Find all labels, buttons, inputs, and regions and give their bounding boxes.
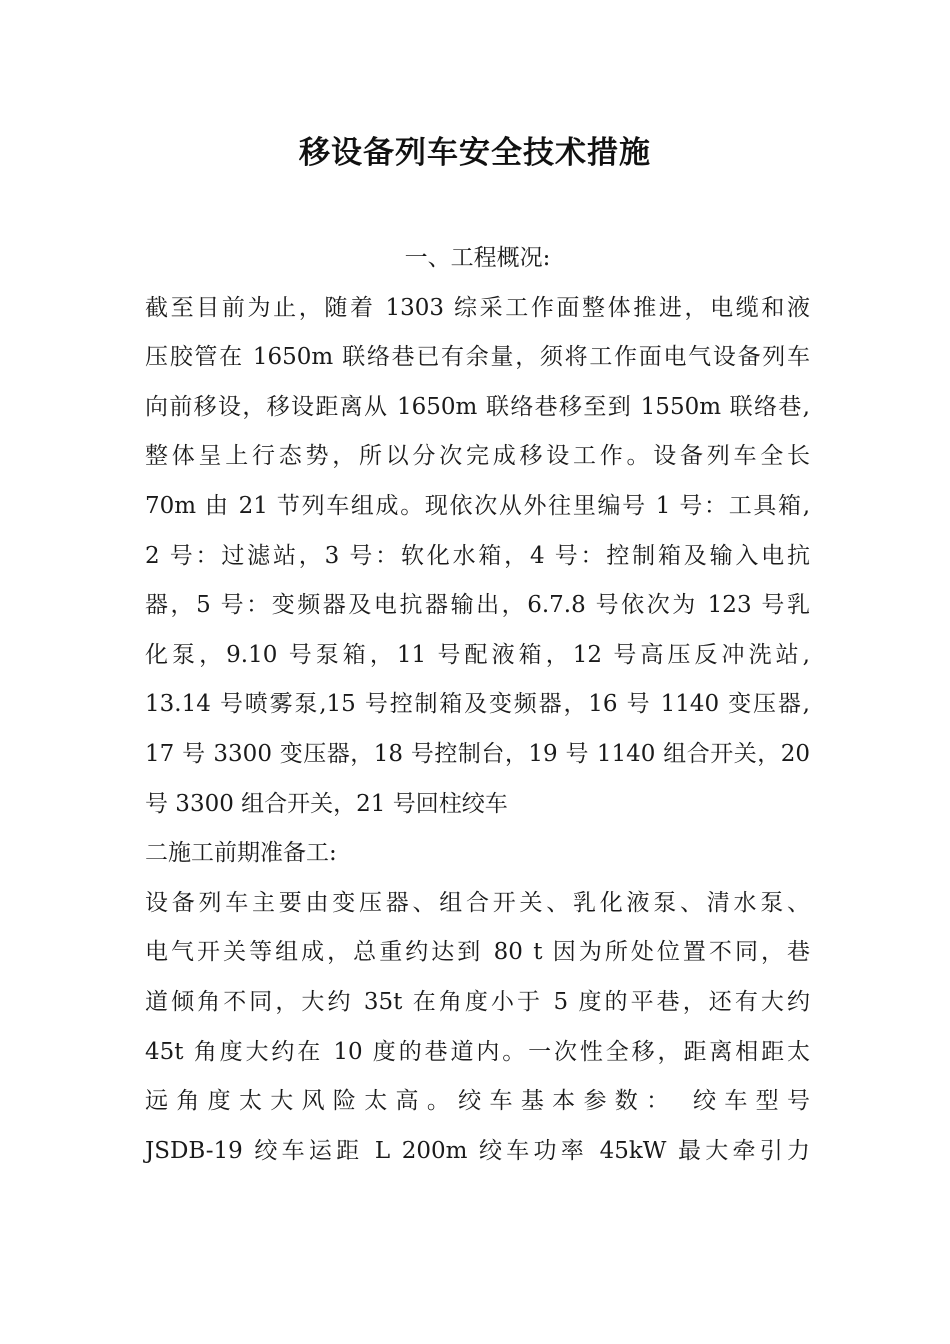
document-title: 移设备列车安全技术措施 (299, 135, 651, 171)
paragraph-line: 压胶管在 1650m 联络巷已有余量，须将工作面电气设备列车 (145, 344, 810, 371)
section-heading-preparation: 二施工前期准备工: (145, 840, 337, 867)
paragraph-line: 截至目前为止，随着 1303 综采工作面整体推进，电缆和液 (145, 294, 810, 321)
paragraph-line: 整体呈上行态势，所以分次完成移设工作。设备列车全长 (145, 443, 810, 470)
document-body (145, 234, 810, 1176)
paragraph-line: 45t 角度大约在 10 度的巷道内。一次性全移，距离相距太 (145, 1038, 810, 1065)
paragraph-line: 17 号 3300 变压器，18 号控制台，19 号 1140 组合开关，20 (145, 740, 810, 767)
paragraph-line: 13.14 号喷雾泵,15 号控制箱及变频器，16 号 1140 变压器, (145, 691, 810, 718)
paragraph-line: 号 3300 组合开关，21 号回柱绞车 (145, 790, 508, 817)
paragraph-line: JSDB-19 绞车运距 L 200m 绞车功率 45kW 最大牵引力 (145, 1137, 810, 1164)
section-heading-overview: 一、工程概况: (404, 245, 551, 271)
paragraph-line: 设备列车主要由变压器、组合开关、乳化液泵、清水泵、 (145, 889, 810, 916)
paragraph-line: 电气开关等组成，总重约达到 80 t 因为所处位置不同，巷 (145, 939, 810, 966)
paragraph-line: 70m 由 21 节列车组成。现依次从外往里编号 1 号：工具箱, (145, 492, 810, 519)
paragraph-line: 2 号：过滤站，3 号：软化水箱，4 号：控制箱及输入电抗 (145, 542, 810, 569)
paragraph-line: 向前移设，移设距离从 1650m 联络巷移至到 1550m 联络巷, (145, 393, 810, 420)
paragraph-line: 远角度太大风险太高。绞车基本参数： 绞车型号 (145, 1088, 810, 1115)
paragraph-line: 化泵，9.10 号泵箱，11 号配液箱，12 号高压反冲洗站, (145, 641, 810, 668)
paragraph-line: 器，5 号：变频器及电抗器输出，6.7.8 号依次为 123 号乳 (145, 592, 810, 619)
paragraph-line: 道倾角不同，大约 35t 在角度小于 5 度的平巷，还有大约 (145, 988, 810, 1015)
